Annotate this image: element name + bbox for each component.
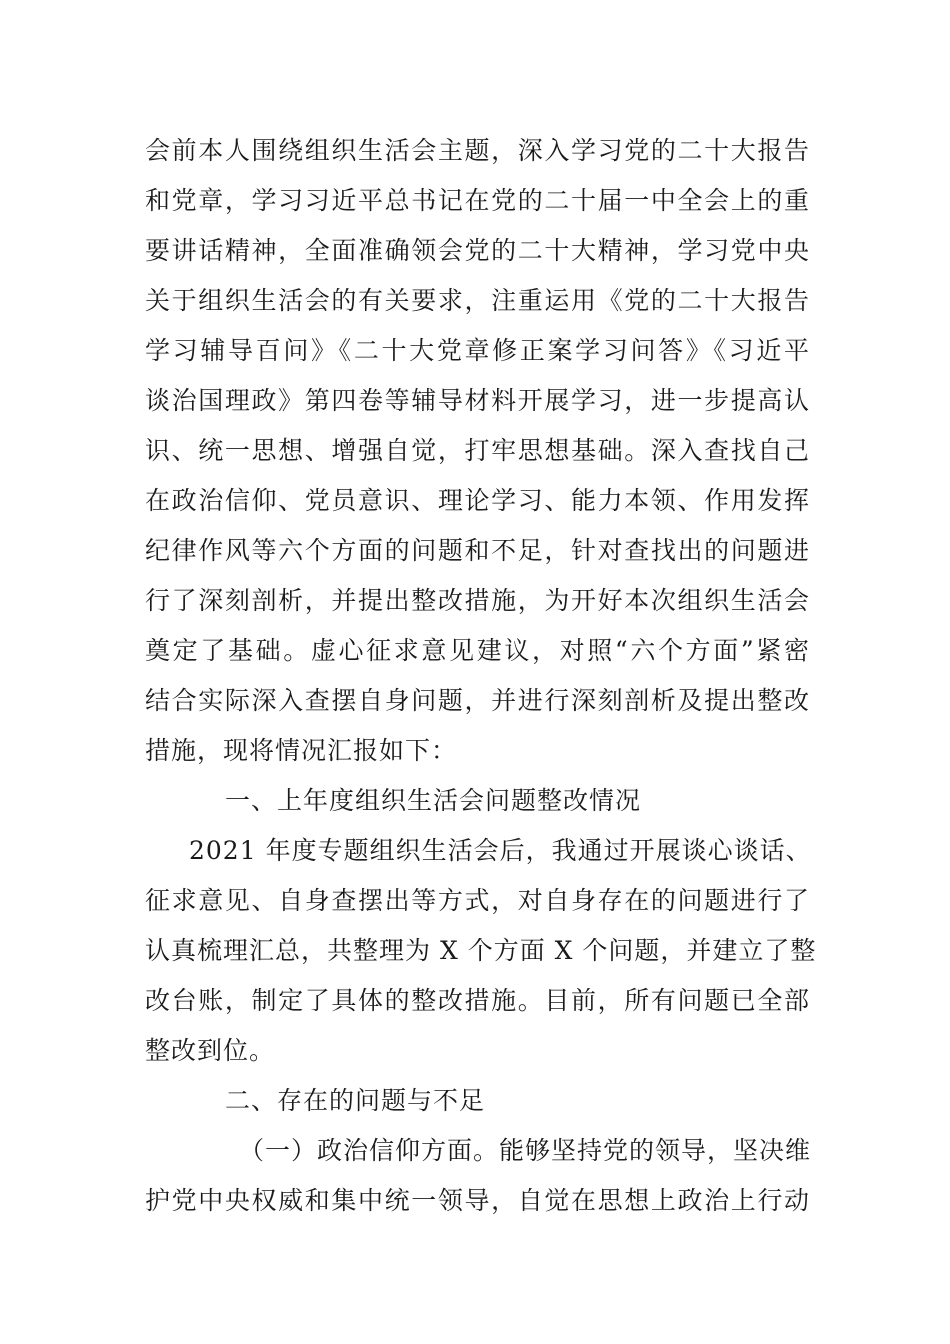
paragraph-line: 整改到位。 (145, 1036, 276, 1065)
paragraph-line: 认真梳理汇总，共整理为 X 个方面 X 个问题，并建立了整 (145, 936, 817, 965)
political-belief-paragraph (145, 1126, 810, 1226)
paragraph-line: 谈治国理政》第四卷等辅导材料开展学习，进一步提高认 (145, 386, 810, 415)
paragraph-line: 关于组织生活会的有关要求，注重运用《党的二十大报告 (145, 286, 810, 315)
paragraph-line: 在政治信仰、党员意识、理论学习、能力本领、作用发挥 (145, 486, 810, 515)
paragraph-line: 要讲话精神，全面准确领会党的二十大精神，学习党中央 (145, 236, 810, 265)
section-heading-2: 二、存在的问题与不足 (225, 1086, 486, 1115)
rectification-paragraph (145, 826, 817, 1076)
document-body (145, 126, 817, 1226)
paragraph-line: 和党章，学习习近平总书记在党的二十届一中全会上的重 (145, 186, 810, 215)
paragraph-line: 改台账，制定了具体的整改措施。目前，所有问题已全部 (145, 986, 810, 1015)
paragraph-line: （一）政治信仰方面。能够坚持党的领导，坚决维 (239, 1136, 812, 1165)
paragraph-line: 学习辅导百问》《二十大党章修正案学习问答》《习近平 (145, 336, 810, 365)
paragraph-line: 纪律作风等六个方面的问题和不足，针对查找出的问题进 (145, 536, 810, 565)
paragraph-line: 识、统一思想、增强自觉，打牢思想基础。深入查找自己 (145, 436, 810, 465)
paragraph-line: 奠定了基础。虚心征求意见建议，对照“六个方面”紧密 (145, 636, 810, 665)
intro-paragraph (145, 126, 810, 776)
paragraph-line: 征求意见、自身查摆出等方式，对自身存在的问题进行了 (145, 886, 810, 915)
paragraph-line: 会前本人围绕组织生活会主题，深入学习党的二十大报告 (145, 136, 810, 165)
paragraph-line: 措施，现将情况汇报如下： (145, 736, 458, 765)
paragraph-line: 护党中央权威和集中统一领导，自觉在思想上政治上行动 (145, 1186, 810, 1215)
paragraph-line: 结合实际深入查摆自身问题，并进行深刻剖析及提出整改 (145, 686, 810, 715)
paragraph-line: 行了深刻剖析，并提出整改措施，为开好本次组织生活会 (145, 586, 810, 615)
section-heading-1: 一、上年度组织生活会问题整改情况 (225, 786, 642, 815)
paragraph-line: 2021 年度专题组织生活会后，我通过开展谈心谈话、 (189, 836, 812, 865)
